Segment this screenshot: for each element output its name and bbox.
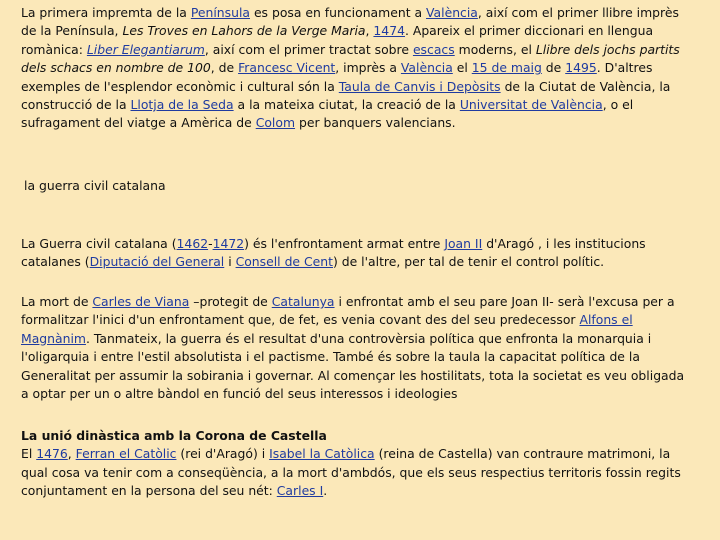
link-consell-de-cent[interactable]: Consell de Cent xyxy=(235,254,333,270)
text-run: i xyxy=(224,254,236,270)
text-run: El xyxy=(21,446,37,462)
link-liber-elegantiarum[interactable]: Liber Elegantiarum xyxy=(86,41,205,57)
link-joan-ii[interactable]: Joan II xyxy=(444,236,483,251)
link-1474[interactable]: 1474 xyxy=(373,23,405,39)
link-1472[interactable]: 1472 xyxy=(212,236,245,251)
paragraph-carles-de-viana xyxy=(21,293,693,403)
text-run: La Guerra civil catalana ( xyxy=(21,236,177,251)
text-run: a la mateixa ciutat, la creació de la xyxy=(233,97,460,113)
text-run: La mort de xyxy=(21,294,93,309)
text-run: , xyxy=(365,23,374,39)
link-universitat-de-valencia[interactable]: Universitat de València xyxy=(459,97,603,113)
text-run: . Tanmateix, la guerra és el resultat d'una controvèrsia política que enfronta la monarquia i l'oligarquia i entre l'estil absolutista i el pactisme. També és sobre la taula la capacitat política de la Generalitat per assumir la sobirania i governar. Al començar les hostilitats, tota la societat es veu obligada a optar per un o altre bàndol en funció del seus interessos i ideologies xyxy=(21,330,685,402)
link-taula-de-canvis[interactable]: Taula de Canvis i Depòsits xyxy=(338,78,501,94)
link-catalunya[interactable]: Catalunya xyxy=(271,294,335,309)
text-run: , així com el primer llibre imprès de la Península, xyxy=(21,5,679,39)
paragraph-guerra-civil xyxy=(21,235,693,272)
text-run: La primera impremta de la xyxy=(21,5,191,20)
link-diputacio-del-general[interactable]: Diputació del General xyxy=(89,254,225,270)
text-run: –protegit de xyxy=(189,294,272,309)
text-run: , així com el primer tractat sobre xyxy=(204,41,413,57)
text-run: d'Aragó , i les institucions catalanes ( xyxy=(21,236,646,270)
link-1495[interactable]: 1495 xyxy=(565,60,597,76)
text-run: . D'altres exemples de l'esplendor econòmic i cultural són la xyxy=(21,60,653,94)
link-valencia-2[interactable]: València xyxy=(400,60,453,76)
paragraph-printing xyxy=(21,4,693,133)
link-alfons-el-magnanim[interactable]: Alfons el Magnànim xyxy=(21,312,633,346)
section-heading-bold: La unió dinàstica amb la Corona de Castella xyxy=(21,428,327,443)
text-run: (reina de Castella) van contraure matrimoni, la qual cosa va tenir com a conseqüència, a la mort d'ambdós, que els seus respectius territoris fossin regits conjuntament en la persona del seu nét: xyxy=(21,446,681,499)
link-valencia[interactable]: València xyxy=(426,5,478,20)
text-run: de la Ciutat de València, la construcció de la xyxy=(21,78,671,113)
text-run: (rei d'Aragó) i xyxy=(176,446,270,462)
link-francesc-vicent[interactable]: Francesc Vicent xyxy=(238,60,336,76)
text-run: per banquers valencians. xyxy=(295,115,456,131)
link-carles-de-viana[interactable]: Carles de Viana xyxy=(92,294,190,309)
text-run: ) de l'altre, per tal de tenir el control polític. xyxy=(332,254,605,270)
text-run: . xyxy=(323,483,328,499)
link-peninsula[interactable]: Península xyxy=(190,5,250,20)
link-carles-i[interactable]: Carles I xyxy=(276,483,324,499)
text-run: ) és l'enfrontament armat entre xyxy=(244,236,445,251)
heading-guerra-civil xyxy=(21,177,693,195)
text-run: el xyxy=(452,60,472,76)
text-run: moderns, el xyxy=(454,41,536,57)
section-unio-dinastica xyxy=(21,427,693,501)
text-run: , o el sufragament del viatge a Amèrica de xyxy=(21,97,634,131)
link-15-de-maig[interactable]: 15 de maig xyxy=(471,60,542,76)
link-colom[interactable]: Colom xyxy=(255,115,296,131)
text-run: , xyxy=(67,446,76,462)
text-run: . Apareix el primer diccionari en llengua romànica: xyxy=(21,23,654,57)
text-run: , imprès a xyxy=(335,60,401,76)
book-title-jochs: Llibre dels jochs partits dels schacs en nombre de 100 xyxy=(21,41,680,76)
link-llotja-de-la-seda[interactable]: Llotja de la Seda xyxy=(130,97,234,113)
link-1462[interactable]: 1462 xyxy=(176,236,209,251)
text-run: es posa en funcionament a xyxy=(250,5,427,20)
text-run: de xyxy=(541,60,566,76)
link-isabel-la-catolica[interactable]: Isabel la Catòlica xyxy=(269,446,375,462)
text-run: , de xyxy=(210,60,239,76)
book-title-troves: Les Troves en Lahors de la Verge Maria xyxy=(122,23,366,39)
section-heading: la guerra civil catalana xyxy=(24,178,166,193)
link-1476[interactable]: 1476 xyxy=(36,446,68,462)
link-ferran-el-catolic[interactable]: Ferran el Catòlic xyxy=(75,446,177,462)
text-run: - xyxy=(208,236,213,251)
text-run: i enfrontat amb el seu pare Joan II- serà l'excusa per a formalitzar l'inici d'un enfrontament que, de fet, es venia covant des del seu predecessor xyxy=(21,294,675,328)
link-escacs[interactable]: escacs xyxy=(412,41,455,57)
